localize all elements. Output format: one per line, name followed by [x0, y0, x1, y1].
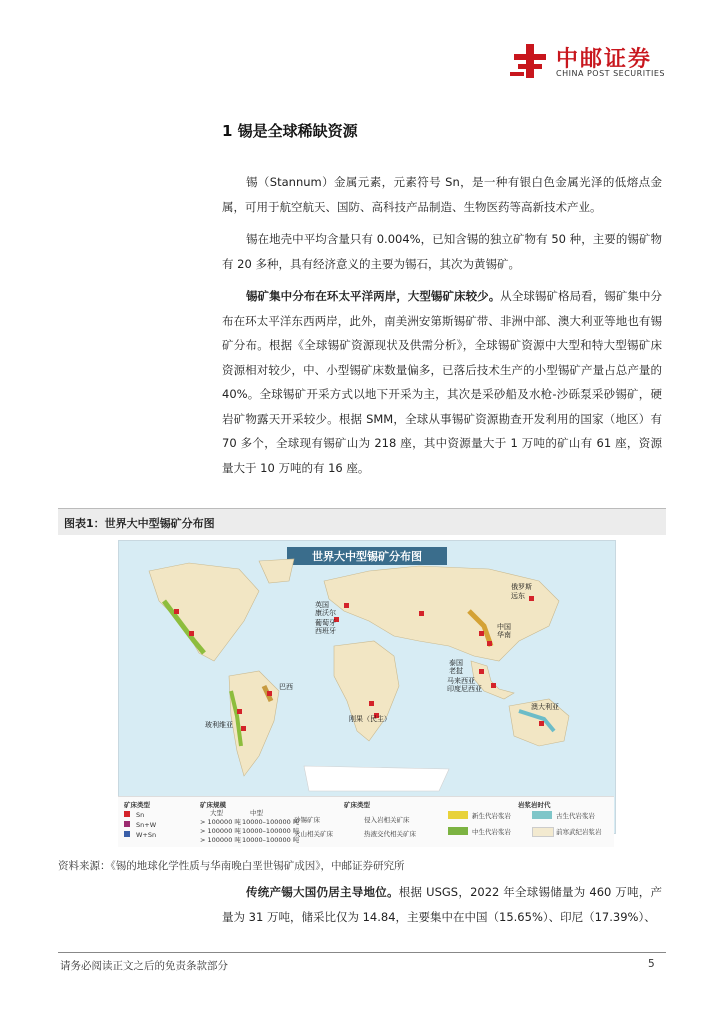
deposit-marker — [479, 669, 484, 674]
legend-genesis-volcanic: 火山相关矿床 — [294, 830, 333, 838]
label-congo: 刚果（民主） — [349, 715, 391, 723]
legend-era-title: 岩浆岩时代 — [518, 801, 551, 809]
deposit-marker — [174, 609, 179, 614]
label-thailand: 泰国 — [449, 659, 463, 667]
world-map-graphic — [119, 541, 615, 797]
legend-genesis-title: 矿床类型 — [344, 801, 370, 809]
company-logo — [510, 42, 670, 82]
deposit-marker — [491, 683, 496, 688]
legend-precambrian-swatch — [532, 827, 554, 837]
legend-type-wsn: W+Sn — [136, 831, 157, 839]
map-legend — [118, 796, 614, 847]
legend-sn-swatch — [124, 811, 130, 817]
legend-type-title: 矿床类型 — [124, 801, 150, 809]
deposit-marker — [189, 631, 194, 636]
legend-scale-range: 10000–100000 吨 — [242, 836, 300, 844]
legend-era-paleozoic: 古生代岩浆岩 — [556, 812, 595, 820]
label-cornwall: 康沃尔 — [315, 609, 336, 617]
figure-caption: 图表1：世界大中型锡矿分布图 — [64, 517, 215, 530]
deposit-marker — [529, 596, 534, 601]
label-far-east: 远东 — [511, 592, 525, 600]
section-title: 1 锡是全球稀缺资源 — [222, 122, 358, 140]
legend-scale-title: 矿床规模 — [200, 801, 226, 809]
legend-era-mesozoic: 中生代岩浆岩 — [472, 828, 511, 836]
world-tin-map — [118, 540, 616, 834]
legend-era-precambrian: 前寒武纪岩浆岩 — [556, 828, 602, 836]
legend-paleozoic-swatch — [532, 811, 552, 819]
deposit-marker — [419, 611, 424, 616]
deposit-marker — [369, 701, 374, 706]
label-brazil: 巴西 — [279, 683, 293, 691]
deposit-marker — [487, 641, 492, 646]
legend-genesis-hydro: 热液交代相关矿床 — [364, 830, 416, 838]
deposit-marker — [241, 726, 246, 731]
legend-genesis-granite: 侵入岩相关矿床 — [364, 816, 410, 824]
legend-type-snw: Sn+W — [136, 821, 157, 829]
antarctica-landmass — [304, 766, 449, 791]
legend-mesozoic-swatch — [448, 827, 468, 835]
page-number: 5 — [648, 958, 655, 970]
deposit-marker — [539, 721, 544, 726]
deposit-marker — [267, 691, 272, 696]
legend-scale-range: > 100000 吨 — [200, 818, 241, 826]
map-title: 世界大中型锡矿分布图 — [312, 550, 422, 563]
paragraph-bold-lead: 锡矿集中分布在环太平洋两岸，大型锡矿床较少。 — [246, 289, 501, 303]
label-australia: 澳大利亚 — [531, 703, 559, 711]
legend-wsn-swatch — [124, 831, 130, 837]
paragraph-tin-distribution — [222, 284, 662, 480]
legend-scale-medium: 中型 — [250, 809, 263, 817]
label-laos: 老挝 — [449, 667, 463, 675]
footer-disclaimer: 请务必阅读正文之后的免责条款部分 — [60, 960, 228, 972]
logo-english-text: CHINA POST SECURITIES — [556, 69, 665, 78]
paragraph-body: 从全球锡矿格局看，锡矿集中分布在环太平洋东西两岸，此外，南美洲安第斯锡矿带、非洲中部、澳大利亚等地也有锡矿分布。根据《全球锡矿资源现状及供需分析》，全球锡矿资源中大型和特大型锡矿床资源相对较少，中、小型锡矿床数量偏多，已落后技术生产的小型锡矿产量占总产量的 40%。全球锡矿开采方式以地下开采为主，其次是采砂船及水枪-沙砾泵采砂锡矿，硬岩矿物露天开采较少。根据 SMM，全球从事锡矿资源勘查开发利用的国家（地区）有 70 多个，全球现有锡矿山为 218 座，其中资源量大于 1 万吨的矿山有 61 座，资源量大于 10 万吨的有 16 座。 — [222, 289, 663, 475]
legend-scale-large: 大型 — [210, 809, 223, 817]
figure-source: 资料来源：《锡的地球化学性质与华南晚白垩世锡矿成因》，中邮证券研究所 — [58, 860, 405, 872]
legend-era-cenozoic: 新生代岩浆岩 — [472, 812, 511, 820]
figure-caption-bar — [58, 508, 666, 535]
label-indonesia: 印度尼西亚 — [447, 685, 482, 693]
deposit-marker — [344, 603, 349, 608]
label-bolivia: 玻利维亚 — [205, 721, 233, 729]
label-south-china: 华南 — [497, 631, 511, 639]
paragraph-major-producers — [222, 880, 662, 929]
deposit-marker — [479, 631, 484, 636]
paragraph-bold-lead: 传统产锡大国仍居主导地位。 — [246, 885, 399, 899]
paragraph-tin-definition: 锡（Stannum）金属元素，元素符号 Sn，是一种有银白色金属光泽的低熔点金属，可用于航空航天、国防、高科技产品制造、生物医药等高新技术产业。 — [222, 175, 662, 214]
label-china: 中国 — [497, 623, 511, 631]
legend-scale-range: > 100000 吨 — [200, 827, 241, 835]
footer-divider — [58, 952, 666, 953]
legend-cenozoic-swatch — [448, 811, 468, 819]
deposit-marker — [237, 709, 242, 714]
legend-type-sn: Sn — [136, 811, 145, 819]
legend-scale-range: 10000–100000 吨 — [242, 827, 300, 835]
legend-snw-swatch — [124, 821, 130, 827]
legend-scale-range: > 100000 吨 — [200, 836, 241, 844]
label-portugal: 葡萄牙 — [315, 619, 336, 627]
legend-genesis-placer: 砂锡矿床 — [294, 816, 320, 824]
label-uk: 英国 — [315, 601, 329, 609]
paragraph-tin-abundance: 锡在地壳中平均含量只有 0.004%，已知含锡的独立矿物有 50 种，主要的锡矿物有 20 多种，具有经济意义的主要为锡石，其次为黄锡矿。 — [222, 232, 662, 271]
logo-mark-icon — [510, 42, 550, 80]
logo-chinese-text: 中邮证券 — [556, 47, 653, 72]
legend-scale-range: 10000–100000 吨 — [242, 818, 300, 826]
label-malaysia: 马来西亚 — [447, 677, 475, 685]
paragraph-body: 根据 USGS，2022 年全球锡储量为 460 万吨，产量为 31 万吨，储采比仅为 14.84，主要集中在中国（15.65%）、印尼（17.39%）、 — [222, 885, 663, 924]
label-spain: 西班牙 — [315, 627, 336, 635]
label-russia: 俄罗斯 — [511, 583, 532, 591]
